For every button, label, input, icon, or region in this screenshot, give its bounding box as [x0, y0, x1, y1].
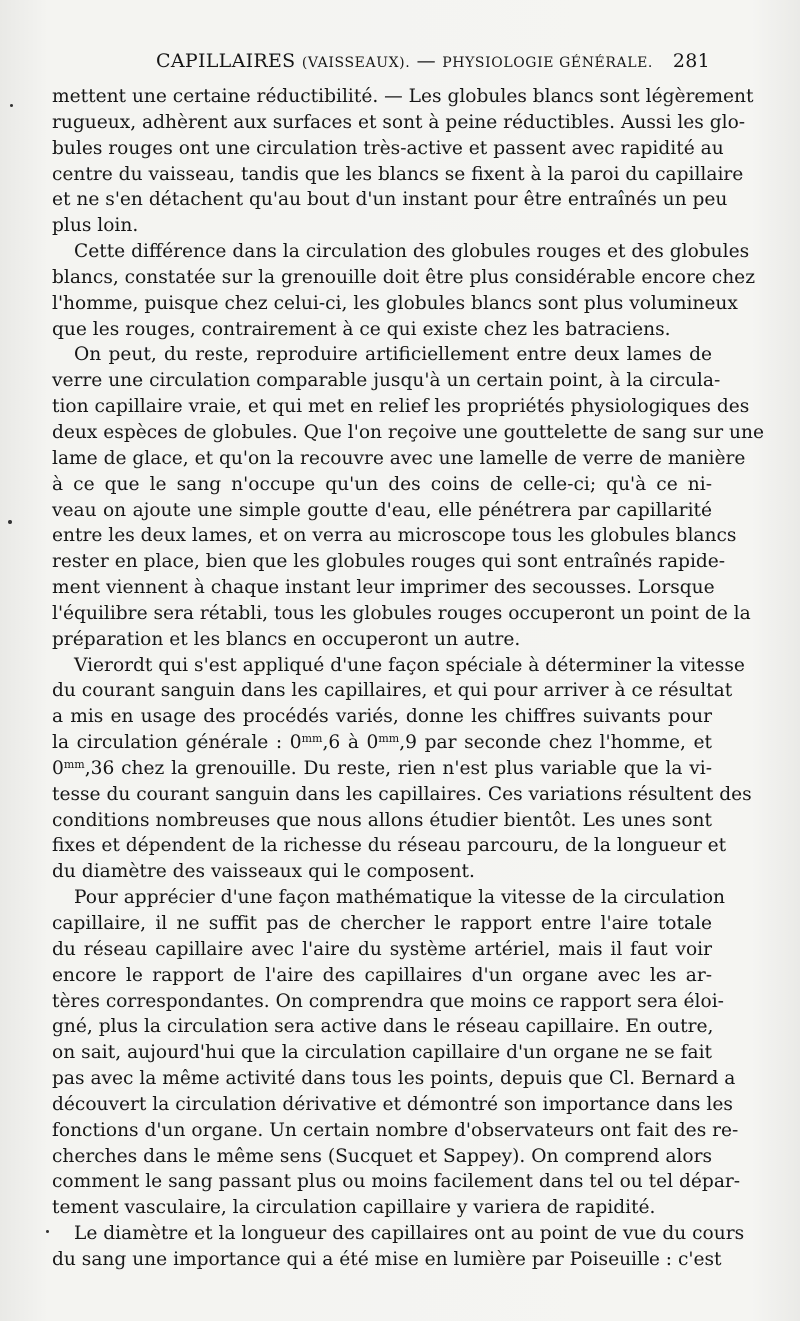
page-number: 281 [672, 50, 710, 72]
text-line: à ce que le sang n'occupe qu'un des coins de celle-ci; qu'à ce ni- [52, 473, 712, 495]
margin-speck [10, 104, 13, 107]
text-line: du diamètre des vaisseaux qui le composent. [52, 861, 475, 883]
running-title [156, 50, 653, 72]
text-line: capillaire, il ne suffit pas de chercher le rapport entre l'aire totale [52, 913, 712, 934]
text-line: On peut, du reste, reproduire artificiellement entre deux lames de [74, 344, 712, 366]
text-line: découvert la circulation dérivative et démontré son importance dans les [52, 1093, 733, 1115]
text-line: tion capillaire vraie, et qui met en relief les propriétés physiologiques des [52, 396, 750, 418]
text-line: cherches dans le même sens (Sucquet et Sappey). On comprend alors [52, 1145, 712, 1167]
title-paren: (VAISSEAUX). [301, 55, 411, 71]
text-line: gné, plus la circulation sera active dans le réseau capillaire. En outre, [52, 1016, 714, 1038]
text-line: et ne s'en détachent qu'au bout d'un instant pour être entraînés un peu [52, 189, 728, 211]
text-line: préparation et les blancs en occuperont un autre. [52, 628, 521, 650]
margin-speck [8, 520, 12, 524]
text-line: Le diamètre et la longueur des capillaires ont au point de vue du cours [74, 1223, 745, 1245]
text-line: du courant sanguin dans les capillaires, et qui pour arriver à ce résultat [52, 680, 733, 702]
text-line: bules rouges ont une circulation très-active et passent avec rapidité au [52, 137, 724, 159]
text-line: verre une circulation comparable jusqu'à un certain point, à la circula- [52, 370, 721, 392]
text-line: tères correspondantes. On comprendra que moins ce rapport sera éloi- [52, 990, 724, 1012]
running-header [52, 44, 712, 78]
text-line: l'équilibre sera rétabli, tous les globules rouges occuperont un point de la [52, 602, 751, 624]
unit-superscript: mm [301, 732, 323, 746]
paragraph [52, 885, 741, 1221]
text-line: veau on ajoute une simple goutte d'eau, elle pénétrera par capillarité [52, 499, 712, 521]
text-line: blancs, constatée sur la grenouille doit être plus considérable encore chez [52, 266, 755, 288]
text-line-with-units: la circulation générale : $0^{mm},6$ à $0^{mm},9$ par seconde chez l'homme, et [52, 732, 712, 754]
text-line: du sang une importance qui a été mise en lumière par Poiseuille : c'est [52, 1248, 722, 1270]
text-line: conditions nombreuses que nous allons étudier bientôt. Les unes sont [52, 809, 712, 831]
text-line: fixes et dépendent de la richesse du réseau parcouru, de la longueur et [52, 835, 727, 857]
text-line: centre du vaisseau, tandis que les blancs se fixent à la paroi du capillaire [52, 163, 744, 185]
text-line: comment le sang passant plus ou moins facilement dans tel ou tel dépar- [52, 1171, 741, 1193]
text-line: l'homme, puisque chez celui-ci, les globules blancs sont plus volumineux [52, 292, 738, 314]
title-section: PHYSIOLOGIE GÉNÉRALE. [442, 55, 653, 71]
paragraph [52, 653, 752, 886]
paragraph [52, 84, 754, 239]
title-main: CAPILLAIRES [156, 50, 296, 72]
text-line: du réseau capillaire avec l'aire du système artériel, mais il faut voir [52, 938, 712, 960]
text-line: pas avec la même activité dans tous les points, depuis que Cl. Bernard a [52, 1068, 736, 1090]
text-line: tesse du courant sanguin dans les capillaires. Ces variations résultent des [52, 783, 752, 805]
text-line-with-units: $0^{mm},36$ chez la grenouille. Du reste, rien n'est plus variable que la vi- [52, 757, 712, 779]
text-line: plus loin. [52, 215, 139, 237]
text-line: que les rouges, contrairement à ce qui existe chez les batraciens. [52, 318, 671, 340]
unit-superscript: mm [378, 732, 400, 746]
text-line: entre les deux lames, et on verra au microscope tous les globules blancs [52, 525, 737, 547]
margin-speck [46, 1230, 49, 1233]
text-line: deux espèces de globules. Que l'on reçoive une gouttelette de sang sur une [52, 421, 764, 443]
text-line: tement vasculaire, la circulation capillaire y variera de rapidité. [52, 1197, 656, 1219]
unit-superscript: mm [63, 757, 85, 771]
text-line: ment viennent à chaque instant leur imprimer des secousses. Lorsque [52, 577, 715, 599]
title-dash: — [416, 50, 436, 72]
text-line: Pour apprécier d'une façon mathématique la vitesse de la circulation [74, 887, 725, 909]
text-line: Vierordt qui s'est appliqué d'une façon spéciale à déterminer la vitesse [74, 654, 745, 676]
body-text [52, 84, 764, 1273]
text-line: Cette différence dans la circulation des globules rouges et des globules [74, 241, 750, 263]
text-line: rester en place, bien que les globules rouges qui sont entraînés rapide- [52, 551, 726, 573]
text-line: encore le rapport de l'aire des capillaires d'un organe avec les ar- [52, 964, 712, 986]
text-line: a mis en usage des procédés variés, donne les chiffres suivants pour [52, 706, 712, 728]
text-line: lame de glace, et qu'on la recouvre avec une lamelle de verre de manière [52, 447, 746, 469]
paragraph [52, 342, 764, 652]
paragraph [52, 239, 755, 342]
text-line: mettent une certaine réductibilité. — Les globules blancs sont légèrement [52, 86, 754, 107]
text-line: fonctions d'un organe. Un certain nombre d'observateurs ont fait des re- [52, 1119, 739, 1141]
paragraph [52, 1221, 745, 1273]
text-line: rugueux, adhèrent aux surfaces et sont à peine réductibles. Aussi les glo- [52, 111, 746, 133]
text-line: on sait, aujourd'hui que la circulation capillaire d'un organe ne se fait [52, 1042, 712, 1064]
